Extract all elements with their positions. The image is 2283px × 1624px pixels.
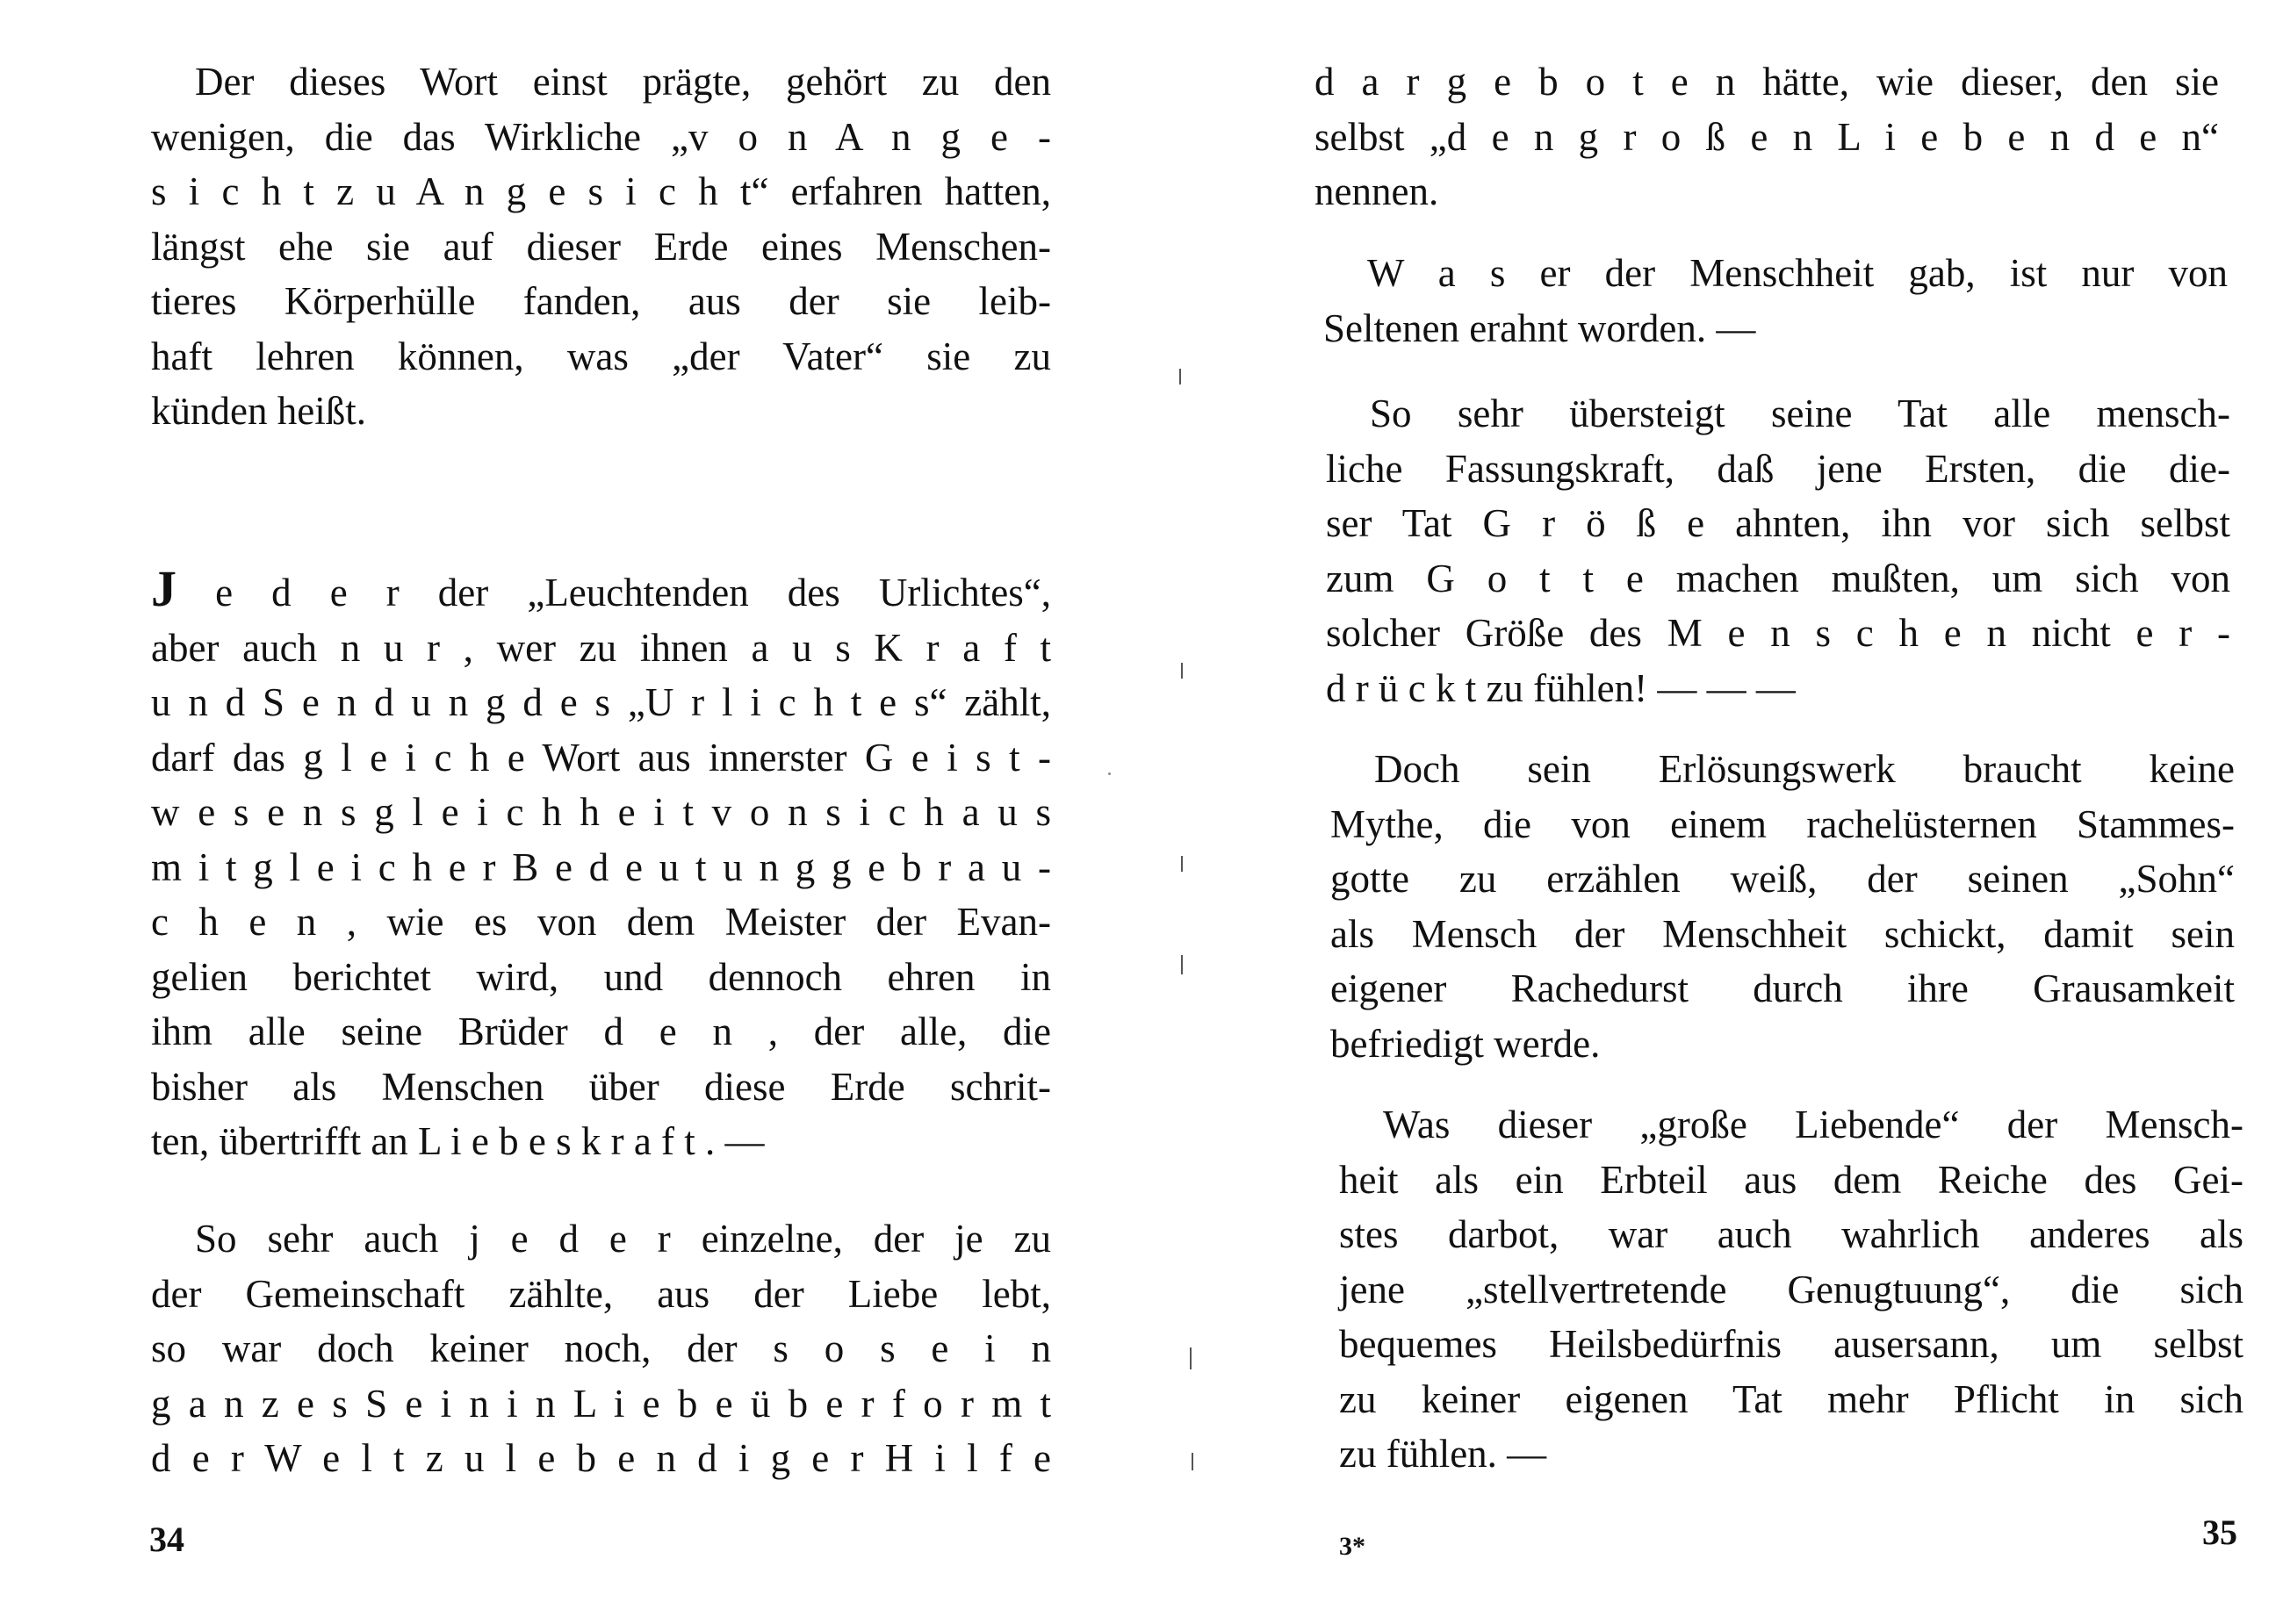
text-line: g a n z e s S e i n i n L i e b e ü b e r f o r m t	[151, 1381, 1051, 1426]
text-line: ihm alle seine Brüder d e n , der alle, die	[151, 1010, 1051, 1053]
page-number-right: 35	[2202, 1513, 2237, 1552]
paragraph-1	[151, 54, 1051, 439]
text-line: darf das g l e i c h e Wort aus innerster G e i s t -	[151, 735, 1051, 780]
text-line: aber auch n u r , wer zu ihnen a u s K r a f t	[151, 625, 1051, 670]
gutter-speck	[1108, 772, 1111, 775]
text-line: haft lehren können, was „der Vater“ sie zu	[151, 334, 1051, 378]
text-line: zu fühlen. —	[1339, 1432, 1547, 1476]
text-line: der Gemeinschaft zählte, aus der Liebe lebt,	[151, 1271, 1051, 1316]
text-line: ser Tat G r ö ß e ahnten, ihn vor sich selbst	[1326, 501, 2230, 545]
text-line: zu keiner eigenen Tat mehr Pflicht in sich	[1339, 1376, 2243, 1421]
text-line: Was dieser „große Liebende“ der Mensch-	[1383, 1103, 2243, 1146]
text-line-rest: e d e r der „Leuchtenden des Urlichtes“,	[215, 571, 1052, 614]
text-line: tieres Körperhülle fanden, aus der sie leib-	[151, 279, 1051, 323]
text-line: als Mensch der Menschheit schickt, damit sein	[1330, 911, 2235, 956]
text-line: m i t g l e i c h e r B e d e u t u n g g e b r a u -	[151, 844, 1051, 889]
text-line: So sehr auch j e d e r einzelne, der je zu	[195, 1217, 1051, 1261]
text-line: Der dieses Wort einst prägte, gehört zu den	[195, 60, 1051, 104]
text-line: Seltenen erahnt worden. —	[1323, 305, 1756, 350]
text-line: Doch sein Erlösungswerk braucht keine	[1374, 747, 2235, 791]
paragraph-4	[1330, 742, 2235, 1071]
right-page	[1142, 0, 2283, 1624]
text-line: gotte zu erzählen weiß, der seinen „Sohn“	[1330, 857, 2235, 901]
text-line: solcher Größe des M e n s c h e n nicht e r -	[1326, 611, 2230, 655]
text-line: eigener Rachedurst durch ihre Grausamkeit	[1330, 966, 2235, 1010]
text-line: ten, übertrifft an L i e b e s k r a f t . —	[151, 1119, 765, 1163]
text-line: längst ehe sie auf dieser Erde eines Menschen-	[151, 224, 1051, 269]
text-line: Mythe, die von einem rachelüsternen Stammes-	[1330, 801, 2235, 846]
text-line: u n d S e n d u n g d e s „U r l i c h t e s“ zählt,	[151, 680, 1051, 724]
signature-mark: 3*	[1339, 1532, 1365, 1561]
text-line: künden heißt.	[151, 389, 366, 433]
text-line: heit als ein Erbteil aus dem Reiche des Gei-	[1339, 1157, 2243, 1202]
text-line: gelien berichtet wird, und dennoch ehren in	[151, 954, 1051, 999]
text-line: bisher als Menschen über diese Erde schrit-	[151, 1064, 1051, 1109]
paragraph-1	[1314, 54, 2219, 219]
paragraph-3	[151, 1211, 1051, 1486]
paragraph-2	[1323, 246, 2228, 356]
text-line: liche Fassungskraft, daß jene Ersten, die die-	[1326, 446, 2230, 491]
text-line: zum G o t t e machen mußten, um sich von	[1326, 556, 2230, 600]
text-line: so war doch keiner noch, der s o s e i n	[151, 1326, 1051, 1370]
page-number-left: 34	[149, 1520, 184, 1559]
paragraph-5	[1339, 1097, 2243, 1482]
text-line: befriedigt werde.	[1330, 1021, 1601, 1066]
text-line: d e r W e l t z u l e b e n d i g e r H i l f e	[151, 1436, 1051, 1480]
text-line: selbst „d e n g r o ß e n L i e b e n d e n“	[1314, 114, 2219, 159]
drop-cap: J	[151, 560, 176, 617]
text-line: nennen.	[1314, 169, 1439, 213]
text-line: c h e n , wie es von dem Meister der Evan-	[151, 900, 1051, 944]
paragraph-3	[1326, 386, 2230, 715]
text-line: stes darbot, war auch wahrlich anderes als	[1339, 1212, 2243, 1256]
text-line: jene „stellvertretende Genugtuung“, die sich	[1339, 1267, 2243, 1311]
text-line: d r ü c k t zu fühlen! — — —	[1326, 665, 1796, 710]
text-line: wenigen, die das Wirkliche „v o n A n g e -	[151, 114, 1051, 159]
text-line	[151, 562, 1051, 621]
text-line: bequemes Heilsbedürfnis ausersann, um selbst	[1339, 1322, 2243, 1366]
text-line: w e s e n s g l e i c h h e i t v o n s i c h a u s	[151, 790, 1051, 834]
text-line: So sehr übersteigt seine Tat alle mensch-	[1370, 392, 2230, 435]
paragraph-2	[151, 562, 1051, 1169]
text-line: d a r g e b o t e n hätte, wie dieser, den sie	[1314, 60, 2219, 104]
text-line: W a s er der Menschheit gab, ist nur von	[1367, 251, 2228, 295]
text-line: s i c h t z u A n g e s i c h t“ erfahren hatten,	[151, 169, 1051, 213]
